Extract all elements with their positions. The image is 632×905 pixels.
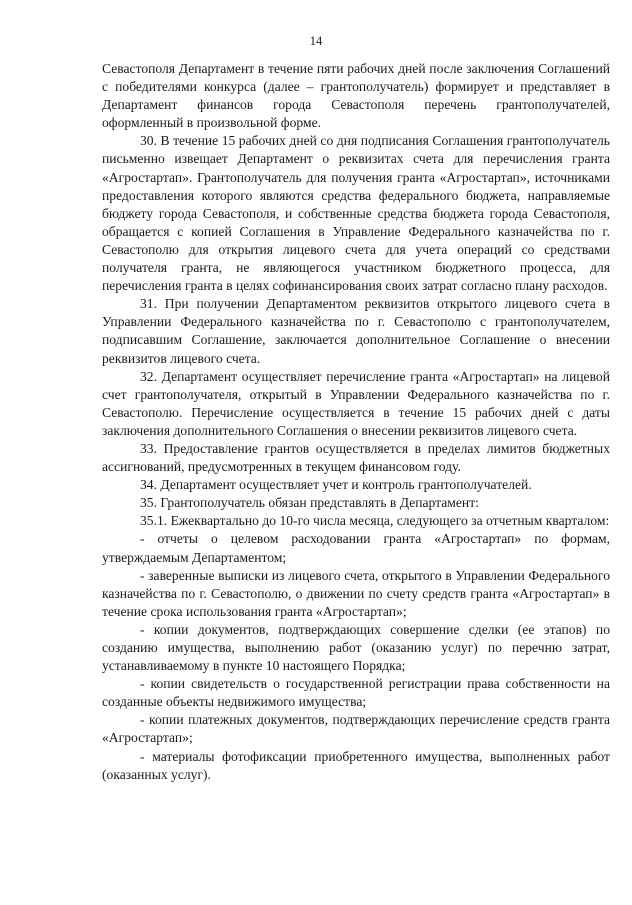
list-item-transaction-docs: - копии документов, подтверждающих совершение сделки (ее этапов) по созданию имущества, выполнению работ (оказанию услуг) по перечню затрат, устанавливаемому в пункте 10 настоящего Порядка; — [102, 621, 610, 674]
paragraph-34: 34. Департамент осуществляет учет и контроль грантополучателей. — [140, 477, 532, 493]
list-item-photo-materials: - материалы фотофиксации приобретенного имущества, выполненных работ (оказанных услуг). — [102, 748, 610, 782]
list-item-payment-docs: - копии платежных документов, подтверждающих перечисление средств гранта «Агростартап»; — [102, 712, 610, 746]
paragraph-30: 30. В течение 15 рабочих дней со дня подписания Соглашения грантополучатель письменно извещает Департамент о реквизитах счета для перечисления гранта «Агростартап». Грантополучатель для получения гранта «Агростартап», источниками предоставления которого являются средства федерального бюджета, направляемые бюджету города Севастополя, и собственные средства бюджета города Севастополя, обращается с копией Соглашения в Управление Федерального казначейства по г. Севастополю для открытия лицевого счета для учета операций со средствами получателя гранта, не являющегося участником бюджетного процесса, для перечисления гранта в целях софинансирования своих затрат согласно плану расходов. — [102, 133, 610, 294]
paragraph-32: 32. Департамент осуществляет перечисление гранта «Агростартап» на лицевой счет грантополучателя, открытый в Управлении Федерального казначейства по г. Севастополю. Перечисление осуществляется в течение 15 рабочих дней с даты заключения дополнительного Соглашения о внесении реквизитов лицевого счета. — [102, 368, 610, 438]
paragraph-continuation: Севастополя Департамент в течение пяти рабочих дней после заключения Соглашений с победителями конкурса (далее – грантополучатель) формирует и представляет в Департамент финансов города Севастополя перечень грантополучателей, оформленный в произвольной форме. — [102, 61, 610, 131]
paragraph-31: 31. При получении Департаментом реквизитов открытого лицевого счета в Управлении Федерального казначейства по г. Севастополю с грантополучателем, подписавшим Соглашение, заключается дополнительное Соглашение о внесении реквизитов лицевого счета. — [102, 296, 610, 366]
list-item-statements: - заверенные выписки из лицевого счета, открытого в Управлении Федерального казначейства по г. Севастополю, о движении по счету средств гранта «Агростартап» в течение срока использования гранта «Агростартап»; — [102, 567, 610, 619]
list-item-certificates: - копии свидетельств о государственной регистрации права собственности на созданные объекты недвижимого имущества; — [102, 676, 610, 710]
page-number: 14 — [309, 34, 323, 48]
paragraph-33: 33. Предоставление грантов осуществляется в пределах лимитов бюджетных ассигнований, предусмотренных в текущем финансовом году. — [102, 440, 610, 475]
document-body — [102, 60, 610, 784]
list-item-reports: - отчеты о целевом расходовании гранта «Агростартап» по формам, утверждаемым Департаментом; — [102, 531, 610, 565]
paragraph-35-1: 35.1. Ежеквартально до 10-го числа месяца, следующего за отчетным кварталом: — [140, 513, 610, 529]
paragraph-35: 35. Грантополучатель обязан представлять в Департамент: — [140, 495, 479, 511]
